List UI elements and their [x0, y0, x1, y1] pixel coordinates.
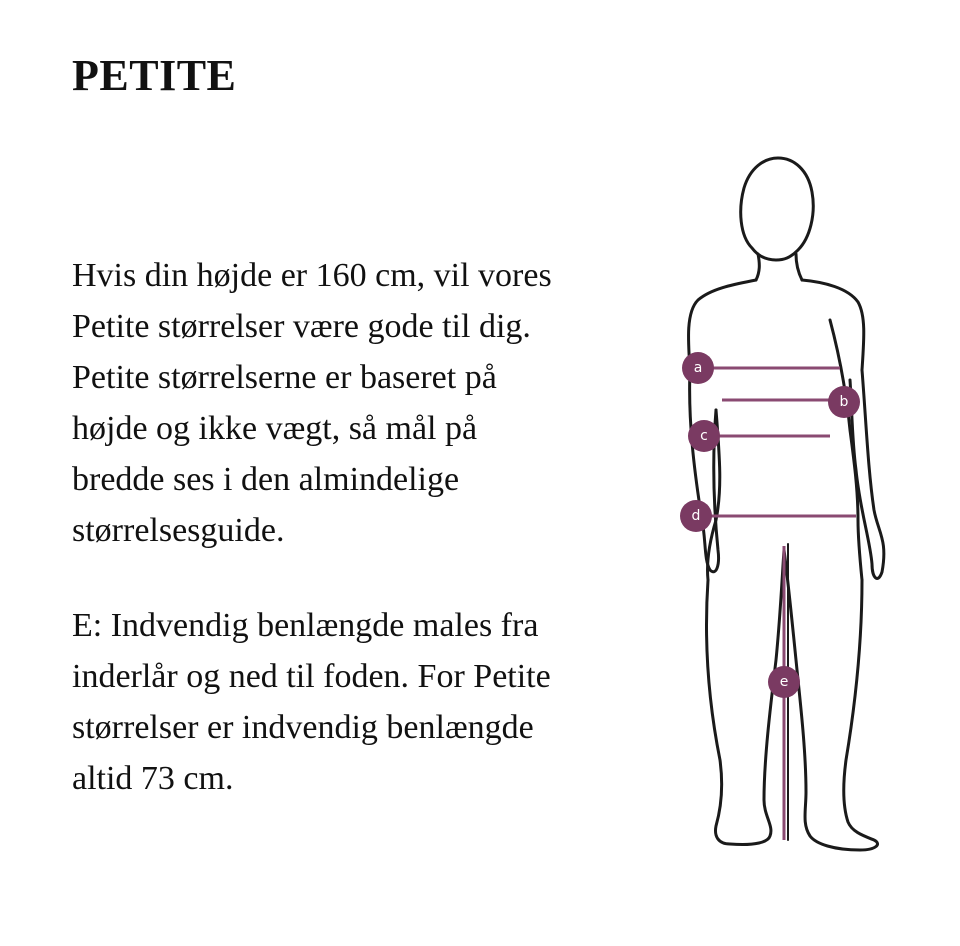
paragraph-line: altid 73 cm.	[72, 760, 234, 797]
marker-b-label: b	[839, 394, 849, 410]
paragraph-line: bredde ses i den almindelige	[72, 461, 460, 498]
marker-e	[768, 666, 800, 698]
marker-d-label: d	[691, 508, 701, 524]
paragraph-line: Hvis din højde er 160 cm, vil vores	[72, 257, 552, 294]
paragraph-line: Petite størrelser være gode til dig.	[72, 308, 531, 345]
neck-outline	[796, 254, 802, 280]
leg-outline	[784, 550, 878, 850]
paragraph-line: inderlår og ned til foden. For Petite	[72, 658, 551, 695]
paragraph-line: højde og ikke vægt, så mål på	[72, 410, 478, 447]
marker-c-label: c	[700, 428, 708, 444]
body-outline-illustration	[660, 140, 920, 880]
inseam-paragraph	[72, 600, 672, 804]
marker-e-label: e	[779, 674, 789, 690]
leg-outline	[707, 550, 785, 845]
marker-a	[682, 352, 714, 384]
head-outline	[741, 158, 814, 260]
body-measurement-figure	[660, 140, 920, 880]
paragraph-line: Petite størrelserne er baseret på	[72, 359, 497, 396]
intro-paragraph	[72, 250, 672, 556]
shoulder-outline	[802, 280, 864, 370]
paragraph-line: størrelsesguide.	[72, 512, 285, 549]
paragraph-line: størrelser er indvendig benlængde	[72, 709, 534, 746]
marker-d	[680, 500, 712, 532]
marker-b	[828, 386, 860, 418]
neck-outline	[756, 254, 759, 280]
paragraph-line: E: Indvendig benlængde males fra	[72, 607, 539, 644]
torso-outline	[830, 320, 862, 580]
marker-c	[688, 420, 720, 452]
marker-a-label: a	[693, 360, 703, 376]
arm-outline	[690, 370, 719, 572]
page-title: PETITE	[72, 51, 237, 100]
